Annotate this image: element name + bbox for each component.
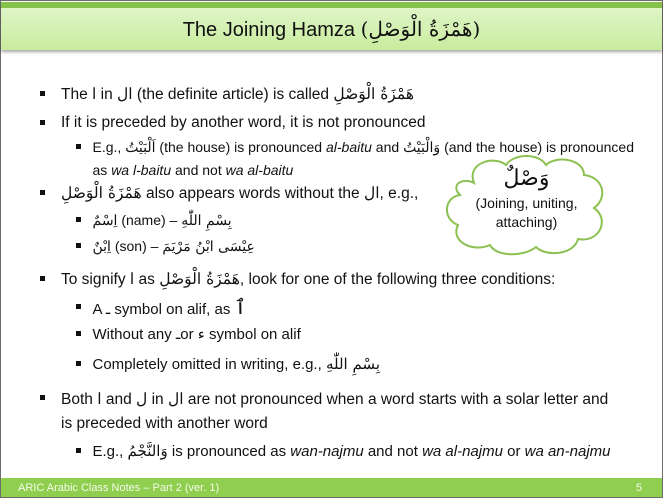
slide-footer bbox=[1, 478, 662, 497]
bullet-4c bbox=[76, 353, 380, 376]
bullet-text: اِبْنٌ (son) – عِيْسَى ابْنُ مَرْيَمَ bbox=[92, 238, 255, 255]
slide-title bbox=[183, 17, 481, 42]
bullet-4a bbox=[76, 296, 246, 321]
bullet-2 bbox=[40, 112, 425, 134]
bullet-text: هَمْزَةُ الْوَصْلِ also appears words without the ال, e.g., bbox=[61, 184, 419, 202]
bullet-3b bbox=[76, 235, 255, 258]
bullet-text: اِسْمٌ (name) – بِسْمِ اللّٰهِ bbox=[92, 212, 232, 229]
bullet-5 bbox=[40, 387, 640, 436]
title-english: The Joining Hamza bbox=[182, 18, 356, 41]
bullet-marker bbox=[40, 190, 45, 195]
bullet-marker bbox=[40, 276, 45, 281]
bullet-text: A ـ symbol on alif, as ٱ bbox=[92, 295, 247, 319]
bullet-marker bbox=[76, 243, 81, 248]
bullet-marker bbox=[76, 331, 81, 336]
title-bar bbox=[1, 2, 662, 50]
bullet-text: Both ا and ل in ال are not pronounced when a word starts with a solar letter and is preceded with another word bbox=[61, 390, 609, 432]
footer-title: ARIC Arabic Class Notes – Part 2 (ver. 1) bbox=[18, 481, 220, 494]
bullet-text: Completely omitted in writing, e.g., بِسْمِ اللّٰهِ bbox=[92, 355, 380, 373]
cloud-line-2: attaching) bbox=[495, 214, 558, 230]
bullet-marker bbox=[76, 304, 81, 309]
bullet-marker bbox=[76, 361, 81, 366]
bullet-marker bbox=[40, 120, 45, 125]
bullet-marker bbox=[40, 91, 45, 96]
bullet-5a bbox=[76, 440, 611, 463]
cloud-line-1: (Joining, uniting, bbox=[475, 195, 578, 211]
bullet-text: E.g., اَلْبَيْتُ (the house) is pronounced al-baitu and وَالْبَيْتُ (and the house) is pronounced as wa l-baitu and not wa al-baitu bbox=[92, 139, 634, 178]
bullet-marker bbox=[76, 144, 81, 149]
bullet-marker bbox=[40, 395, 45, 400]
bullet-text: The ا in ال (the definite article) is called هَمْزَةُ الْوَصْلِ bbox=[61, 85, 414, 103]
bullet-4b bbox=[76, 323, 301, 346]
bullet-text: E.g., وَالنَّجْمُ is pronounced as wan-najmu and not wa al-najmu or wa an-najmu bbox=[92, 442, 611, 460]
title-arabic: (هَمْزَةُ الْوَصْلِ) bbox=[360, 16, 481, 41]
bullet-marker bbox=[76, 217, 81, 222]
bullet-1 bbox=[40, 83, 414, 106]
bullet-text: If it is preceded by another word, it is not pronounced bbox=[61, 114, 426, 131]
bullet-3a bbox=[76, 209, 232, 232]
page-number: 5 bbox=[635, 481, 642, 494]
bullet-3 bbox=[40, 182, 418, 205]
cloud-callout-text bbox=[444, 164, 609, 232]
bullet-marker bbox=[76, 448, 81, 453]
bullet-text: Without any ـor ء symbol on alif bbox=[92, 325, 301, 343]
bullet-4 bbox=[40, 268, 555, 291]
bullet-text: To signify ا as هَمْزَةُ الْوَصْلِ, look for one of the following three conditions: bbox=[61, 270, 556, 288]
cloud-arabic-word: وَصْلٌ bbox=[503, 166, 550, 191]
